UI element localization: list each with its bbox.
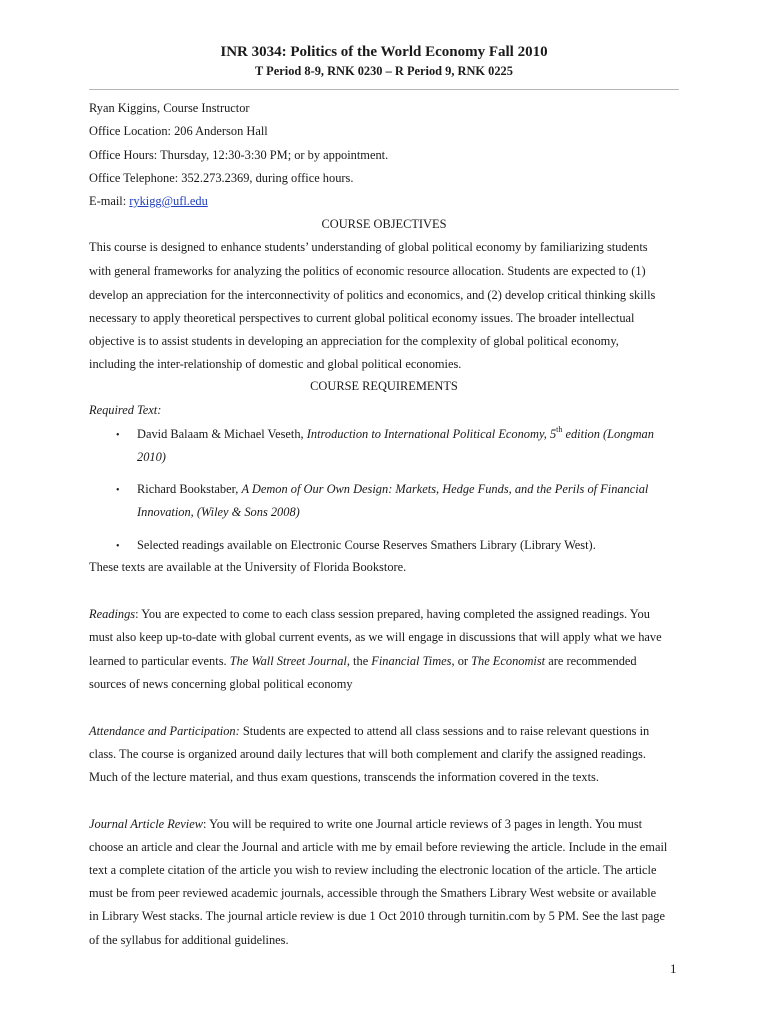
book-bookstaber	[137, 482, 648, 497]
book-bookstaber-line2: Innovation, (Wiley & Sons 2008)	[137, 505, 300, 519]
objectives-heading: COURSE OBJECTIVES	[321, 217, 447, 231]
bullet-icon: •	[116, 485, 120, 496]
objectives-line: with general frameworks for analyzing the politics of economic resource allocation. Students are expected to (1)	[89, 264, 646, 278]
bullet-icon: •	[116, 430, 120, 441]
readings-line: sources of news concerning global political economy	[89, 677, 353, 691]
bullet-icon: •	[116, 541, 120, 552]
readings-text: are recommended	[545, 654, 637, 668]
attendance-line: Much of the lecture material, and thus exam questions, transcends the information covered in the texts.	[89, 770, 599, 784]
journal-line	[89, 817, 642, 832]
attendance-line	[89, 724, 649, 739]
readings-line	[89, 654, 637, 669]
wsj-title: The Wall Street Journal	[229, 654, 347, 668]
email-label: E-mail:	[89, 194, 130, 208]
objectives-line: necessary to apply theoretical perspectives to current global political economy issues. The broader intellectual	[89, 311, 635, 325]
journal-line: choose an article and clear the Journal and article with me by email before reviewing the article. Include in the email	[89, 840, 668, 854]
bookstore-note: These texts are available at the University of Florida Bookstore.	[89, 560, 407, 574]
book-authors: David Balaam & Michael Veseth,	[137, 427, 307, 441]
readings-text: , the	[346, 654, 372, 668]
readings-text: learned to particular events.	[89, 654, 230, 668]
email-link[interactable]: rykigg@ufl.edu	[129, 194, 208, 208]
office-location: Office Location: 206 Anderson Hall	[89, 124, 268, 138]
objectives-line: including the inter-relationship of domestic and global political economies.	[89, 357, 462, 371]
office-hours: Office Hours: Thursday, 12:30-3:30 PM; or by appointment.	[89, 148, 389, 162]
instructor-name: Ryan Kiggins, Course Instructor	[89, 101, 250, 115]
required-text-label: Required Text:	[89, 403, 162, 417]
requirements-heading: COURSE REQUIREMENTS	[310, 379, 458, 393]
objectives-line: objective is to assist students in developing an appreciation for the complexity of global political economy,	[89, 334, 619, 348]
course-title: INR 3034: Politics of the World Economy Fall 2010	[220, 44, 548, 60]
readings-text: : You are expected to come to each class session prepared, having completed the assigned readings. You	[135, 607, 650, 621]
selected-readings: Selected readings available on Electronic Course Reserves Smathers Library (Library West).	[137, 538, 596, 552]
book-title: A Demon of Our Own Design: Markets, Hedge Funds, and the Perils of Financial	[241, 482, 649, 496]
book-balaam	[137, 424, 654, 442]
book-title: Introduction to International Political Economy, 5	[306, 427, 557, 441]
journal-label: Journal Article Review	[89, 817, 204, 831]
journal-line: in Library West stacks. The journal article review is due 1 Oct 2010 through turnitin.com by 5 PM. See the last page	[89, 909, 665, 923]
readings-text: , or	[451, 654, 472, 668]
readings-line	[89, 607, 650, 622]
journal-line: text a complete citation of the article you wish to review including the electronic location of the article. The article	[89, 863, 657, 877]
header-divider	[89, 89, 679, 90]
email-line	[89, 194, 208, 209]
journal-line: of the syllabus for additional guidelines.	[89, 933, 289, 947]
economist-title: The Economist	[471, 654, 546, 668]
office-telephone: Office Telephone: 352.273.2369, during office hours.	[89, 171, 354, 185]
journal-line: must be from peer reviewed academic journals, accessible through the Smathers Library West website or available	[89, 886, 657, 900]
attendance-label: Attendance and Participation:	[89, 724, 240, 738]
readings-label: Readings	[89, 607, 136, 621]
ft-title: Financial Times	[371, 654, 452, 668]
attendance-line: class. The course is organized around daily lectures that will both complement and clarify the assigned readings.	[89, 747, 646, 761]
attendance-text: Students are expected to attend all class sessions and to raise relevant questions in	[239, 724, 650, 738]
book-balaam-line2: 2010)	[137, 450, 166, 464]
journal-text: : You will be required to write one Journal article reviews of 3 pages in length. You must	[203, 817, 643, 831]
edition-superscript: th	[556, 424, 563, 434]
book-authors: Richard Bookstaber,	[137, 482, 242, 496]
page-number: 1	[670, 961, 677, 976]
objectives-line: This course is designed to enhance students’ understanding of global political economy by familiarizing students	[89, 240, 648, 254]
objectives-line: develop an appreciation for the interconnectivity of politics and economics, and (2) develop critical thinking skills	[89, 288, 656, 302]
readings-line: must also keep up-to-date with global current events, as we will engage in discussions that will apply what we have	[89, 630, 662, 644]
course-schedule: T Period 8-9, RNK 0230 – R Period 9, RNK 0225	[255, 64, 513, 78]
book-title-cont: edition (Longman	[562, 427, 654, 441]
